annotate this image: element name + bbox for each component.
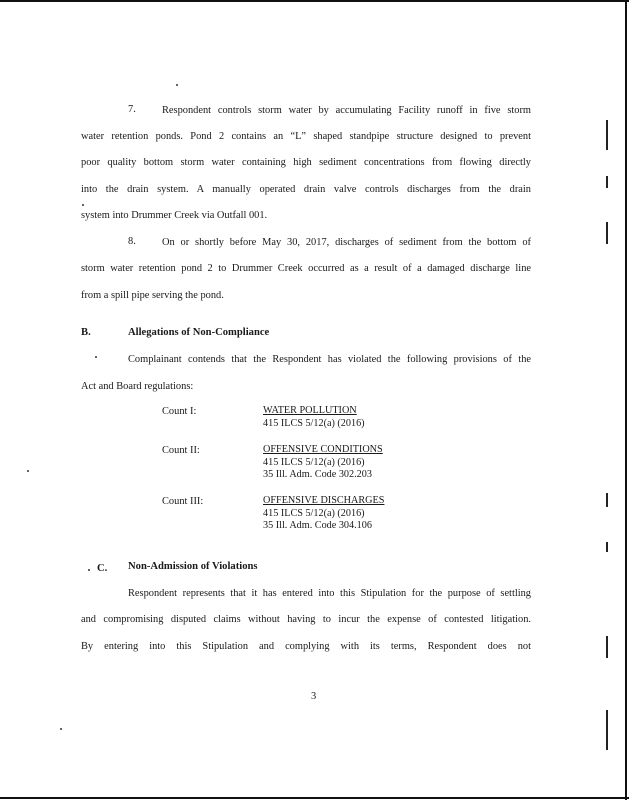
margin-mark <box>606 120 608 150</box>
section-b-intro-line: Act and Board regulations: <box>81 381 194 392</box>
scan-border-top <box>0 0 629 2</box>
section-b-letter: B. <box>81 327 91 338</box>
paragraph-8-line: storm water retention pond 2 to Drummer Creek occurred as a result of a damaged discharge line <box>81 263 531 274</box>
paragraph-7-line: poor quality bottom storm water containing high sediment concentrations from flowing directly <box>81 157 531 168</box>
paragraph-7-line: system into Drummer Creek via Outfall 001. <box>81 210 268 221</box>
section-c-line: Respondent represents that it has entered into this Stipulation for the purpose of settling <box>128 588 531 599</box>
margin-mark <box>606 222 608 244</box>
scan-speck <box>60 728 62 730</box>
count-citation: 35 Ill. Adm. Code 304.106 <box>263 520 372 531</box>
count-label: Count I: <box>162 406 197 417</box>
section-b-intro-line: Complainant contends that the Respondent has violated the following provisions of the <box>128 354 531 365</box>
count-title: OFFENSIVE CONDITIONS <box>263 444 383 455</box>
count-citation: 35 Ill. Adm. Code 302.203 <box>263 469 372 480</box>
scan-speck <box>88 569 90 571</box>
page-number: 3 <box>311 691 317 702</box>
count-block <box>263 444 383 482</box>
paragraph-7-number: 7. <box>128 104 136 115</box>
scan-speck <box>95 356 97 358</box>
paragraph-8-line: from a spill pipe serving the pond. <box>81 290 224 301</box>
margin-mark <box>606 176 608 188</box>
margin-mark <box>606 710 608 750</box>
margin-mark <box>606 636 608 658</box>
count-block <box>263 495 384 533</box>
scan-speck <box>176 84 178 86</box>
section-b-title: Allegations of Non-Compliance <box>128 327 270 338</box>
count-block <box>263 405 365 430</box>
count-citation: 415 ILCS 5/12(a) (2016) <box>263 507 365 519</box>
paragraph-8-line: On or shortly before May 30, 2017, discharges of sediment from the bottom of <box>162 237 531 248</box>
margin-mark <box>606 542 608 552</box>
section-c-line: and compromising disputed claims without having to incur the expense of contested litigation. <box>81 614 531 625</box>
paragraph-8-number: 8. <box>128 236 136 247</box>
count-title: OFFENSIVE DISCHARGES <box>263 495 385 506</box>
margin-mark <box>606 493 608 507</box>
section-c-line: By entering into this Stipulation and complying with its terms, Respondent does not <box>81 641 531 652</box>
count-citation: 415 ILCS 5/12(a) (2016) <box>263 417 365 429</box>
scan-speck <box>27 470 29 472</box>
scan-border-right <box>625 0 627 800</box>
count-label: Count III: <box>162 496 204 507</box>
scan-border-bottom <box>0 797 629 799</box>
scan-speck <box>82 204 84 206</box>
paragraph-7-line: into the drain system. A manually operated drain valve controls discharges from the drain <box>81 184 531 195</box>
count-title: WATER POLLUTION <box>263 405 357 416</box>
section-c-title: Non-Admission of Violations <box>128 561 258 572</box>
paragraph-7-line: water retention ponds. Pond 2 contains an “L” shaped standpipe structure designed to prevent <box>81 131 531 142</box>
count-label: Count II: <box>162 445 200 456</box>
paragraph-7-line: Respondent controls storm water by accumulating Facility runoff in five storm <box>162 105 531 116</box>
count-citation: 415 ILCS 5/12(a) (2016) <box>263 456 365 468</box>
section-c-letter: C. <box>97 563 108 574</box>
